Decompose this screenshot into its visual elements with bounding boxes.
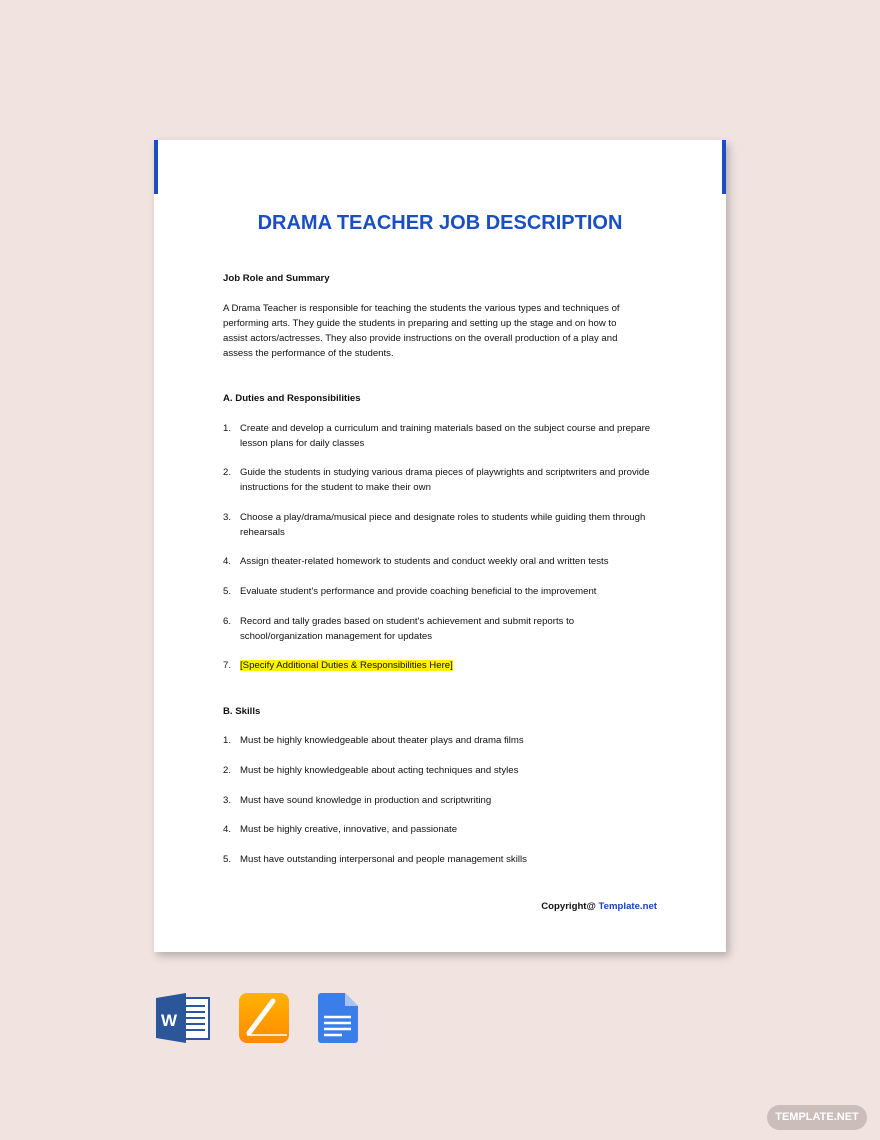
item-number: 6. <box>223 616 232 627</box>
item-text: Must be highly creative, innovative, and passionate <box>240 824 458 835</box>
duty-item <box>223 658 663 673</box>
skill-item <box>223 822 663 837</box>
google-docs-icon[interactable] <box>318 993 358 1043</box>
skill-item <box>223 733 663 748</box>
item-text: Assign theater-related homework to students and conduct weekly oral and written tests <box>240 556 609 567</box>
item-text: Guide the students in studying various drama pieces of playwrights and scriptwriters and provide instructions for the student to make their own <box>240 467 650 493</box>
item-text: Must have sound knowledge in production and scriptwriting <box>240 795 492 806</box>
item-text: Choose a play/drama/musical piece and designate roles to students while guiding them through rehearsals <box>240 512 646 538</box>
item-text: Create and develop a curriculum and training materials based on the subject course and prepare lesson plans for daily classes <box>240 423 651 449</box>
item-number: 5. <box>223 586 232 597</box>
duty-item <box>223 421 663 451</box>
copyright-label: Copyright@ <box>541 901 599 912</box>
pages-icon[interactable] <box>239 993 289 1043</box>
document-page <box>154 140 726 952</box>
item-text: Must be highly knowledgeable about theater plays and drama films <box>240 735 524 746</box>
duty-item <box>223 465 663 495</box>
item-number: 1. <box>223 735 232 746</box>
item-number: 5. <box>223 854 232 865</box>
copyright <box>541 901 657 912</box>
item-text: Must have outstanding interpersonal and people management skills <box>240 854 527 865</box>
duty-item <box>223 510 663 540</box>
summary-heading: Job Role and Summary <box>223 273 330 284</box>
accent-bar-left <box>154 140 158 194</box>
accent-bar-right <box>722 140 726 194</box>
document-title: DRAMA TEACHER JOB DESCRIPTION <box>257 212 623 234</box>
item-number: 7. <box>223 660 232 671</box>
skill-item <box>223 793 663 808</box>
item-number: 2. <box>223 467 232 478</box>
item-number: 4. <box>223 556 232 567</box>
duty-item <box>223 584 663 599</box>
item-number: 3. <box>223 795 232 806</box>
item-number: 1. <box>223 423 232 434</box>
item-number: 3. <box>223 512 232 523</box>
item-text: Record and tally grades based on student's achievement and submit reports to school/organization management for updates <box>240 616 575 642</box>
placeholder-highlight: [Specify Additional Duties & Responsibilities Here] <box>240 660 453 671</box>
skills-heading: B. Skills <box>223 706 261 717</box>
duty-item <box>223 554 663 569</box>
duty-item <box>223 614 593 644</box>
item-number: 4. <box>223 824 232 835</box>
duties-heading: A. Duties and Responsibilities <box>223 393 361 404</box>
summary-paragraph: A Drama Teacher is responsible for teaching the students the various types and techniques of performing arts. They guide the students in preparing and setting up the stage and on how to assist actors/actresses. They also provide instructions on the overall production of a play and assess the performance of the students. <box>223 303 620 359</box>
item-text: Evaluate student's performance and provide coaching beneficial to the improvement <box>240 586 597 597</box>
item-number: 2. <box>223 765 232 776</box>
svg-text:W: W <box>161 1011 178 1030</box>
word-icon[interactable] <box>156 993 210 1043</box>
item-text: Must be highly knowledgeable about acting techniques and styles <box>240 765 519 776</box>
copyright-link[interactable]: Template.net <box>598 901 657 912</box>
template-net-badge[interactable]: TEMPLATE.NET <box>767 1105 867 1130</box>
skill-item <box>223 852 663 867</box>
skill-item <box>223 763 663 778</box>
